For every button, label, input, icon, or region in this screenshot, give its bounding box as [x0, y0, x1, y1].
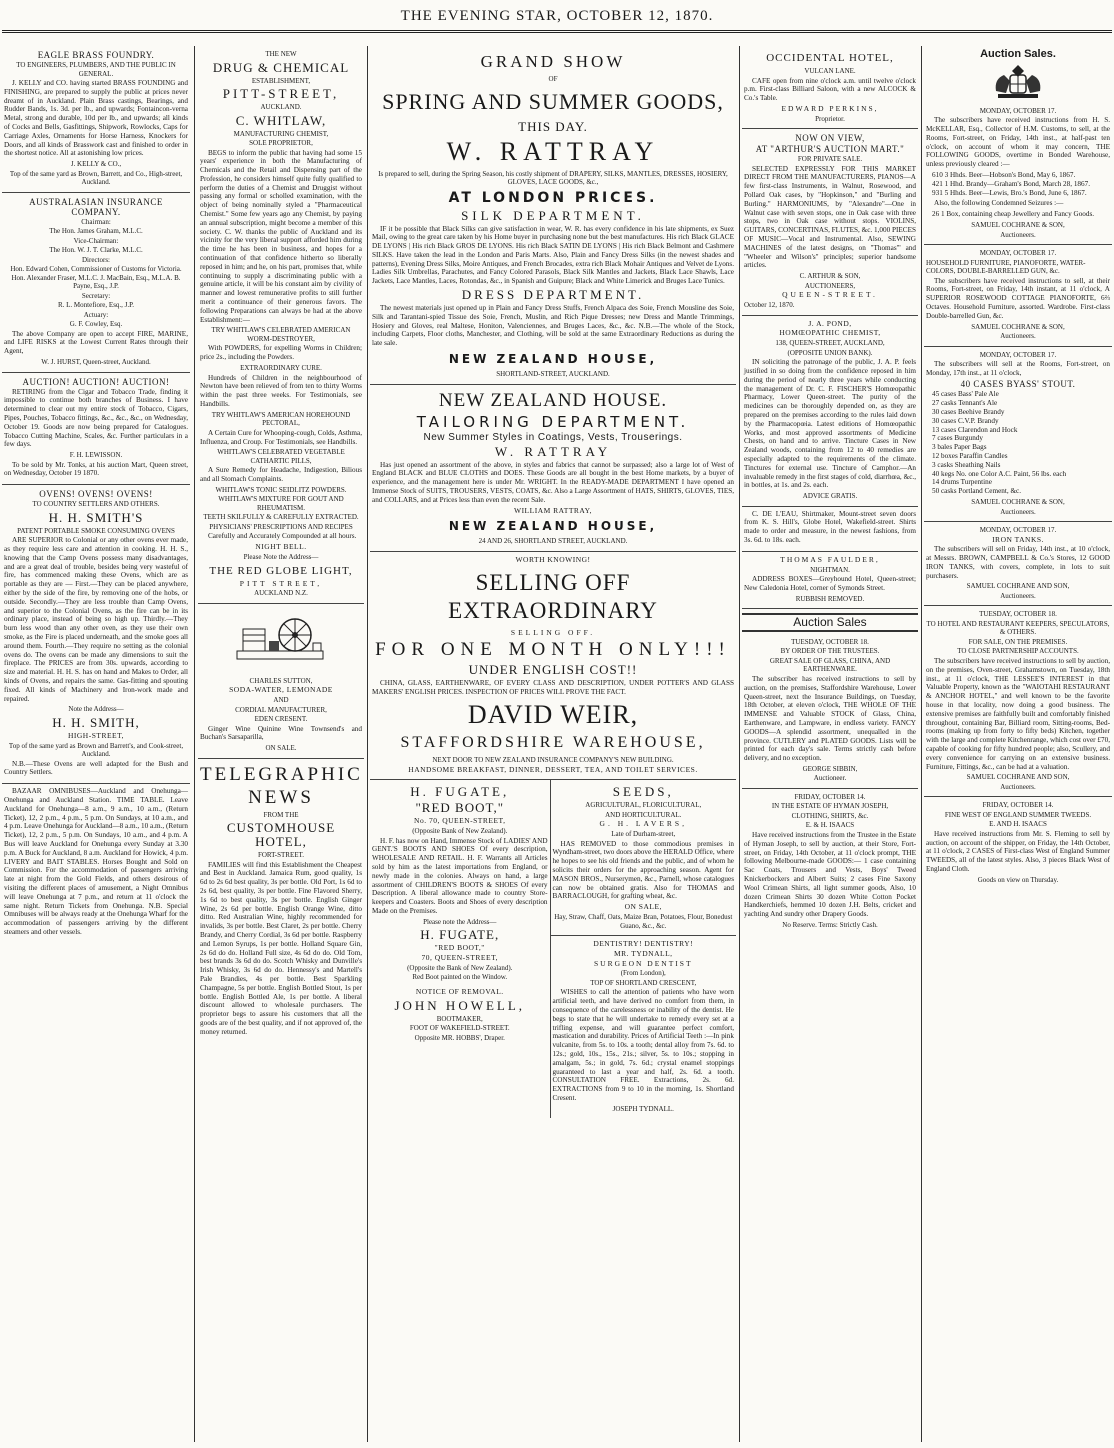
ad-address: 138, QUEEN-STREET, AUCKLAND,: [775, 339, 885, 348]
ad-address: FORT-STREET.: [257, 851, 305, 860]
split-row: [370, 780, 736, 1118]
list-item: 12 boxes Paraffin Candles: [932, 452, 1008, 461]
ad-body: The subscribers have received instructions to sell by auction, on the premises, Oven-street, Grahamstown, on Tuesday, 18th inst., at 11 o'clock, THE LESSEE'S INTEREST in that Valuable Property, known as the "WAIOTAHI RESTAURANT & ANCHOR HOTEL," and well known to be the favorite house in that locality, now doing a good business. The extensive premises are faithfully built and comfortably finished throughout, containing Bar, Billiard room, Sitting-rooms, Bed-rooms (making up from forty to fifty beds) Kitchen, together with the large and complete Kitchenrange, which cost over £70, capable of cooking for fifty hundred people; also, Scullery, and every convenience for carrying on an extensive business. Furniture, Fittings, &c., can be had at a valuation.: [926, 656, 1110, 771]
ad-body: Also, the following Condemned Seizures :—: [934, 199, 1064, 208]
ad-body: RETIRING from the Cigar and Tobacco Trade, finding it impossible to continue both branches of Business. I have determined to clear out my entire stock of Tobacco, Cigars, Pipes, Pouches, Tobacco fittings, &c., &c., &c., on Wednesday, October 19. Goods are now being prepared for Catalogues. Tobacco Cutting Machine, Scales, &c. Further particulars in a few days.: [4, 387, 188, 449]
column-4: [742, 46, 918, 1442]
ad-title: THE NEW: [265, 50, 297, 58]
ad-signature: F. H. LEWISSON.: [69, 451, 123, 460]
column-5: [924, 46, 1112, 1442]
ad-footer: Goods on view on Thursday.: [977, 875, 1059, 884]
ad-body: A Sure Remedy for Headache, Indigestion, Bilious and all Stomach Complaints.: [200, 466, 362, 484]
ad-signature: WILLIAM RATTRAY,: [513, 505, 592, 515]
list-item: 50 casks Portland Cement, &c.: [932, 487, 1022, 496]
lot-item: 26 1 Box, containing cheap Jewellery and Fancy Goods.: [932, 210, 1095, 219]
ad-headline: NEW ZEALAND HOUSE,: [448, 352, 658, 367]
ad-title: IN THE ESTATE OF HYMAN JOSEPH,: [771, 802, 889, 811]
ad-body: IF it be possible that Black Silks can give satisfaction in wear, W. R. has every confidence in his late shipments, ex Suez Mail, owing to the great care taken by his Home buyer in purchasing none but the best manufactures. His rich Black GLACE DE LYONS | His rich Black GROS DE LYONS. His rich Black SATIN DE LYONS | His rich Black Belmont and Cashmere SILKS. Have taken the lead in the London and Paris Marts. Also, Plain and Fancy Dress Silks (in the newest shades and patterns), Evening Dress Silks, Moire Antiques, and French Brocades, extra rich Black Mohair Antiques and Velvet de Lyons. Ladies Silk Umbrellas, Parachutes, and Fancy Colored Parasols, Black Silk Mantles and Jackets, Black Lace Shawls, Lace Jackets, Lace Mantles, Laces, Rotondas, &c., in Spanish and Guipure; Black and White Limerick and Bruges Lace Tunics.: [372, 224, 734, 286]
ad-title: HOUSEHOLD FURNITURE, PIANOFORTE, WATER-COLORS, DOUBLE-BARRELLED GUN, &c.: [926, 258, 1086, 276]
value: Hon. Edward Cohen, Commissioner of Customs for Victoria. Hon. Alexander Fraser, M.L.C. J. MacBain, Esq., M.L.A. B. Payne, Esq., J.P.: [10, 265, 182, 291]
ad-signature: SAMUEL COCHRANE & SON,: [971, 322, 1065, 331]
list-item: 30 cases Beehive Brandy: [932, 408, 1005, 417]
ad-name: EDWARD PERKINS,: [781, 103, 879, 113]
ad-title: NOTICE OF REMOVAL.: [415, 986, 504, 996]
ad-subtitle: PATENT PORTABLE SMOKE CONSUMING OVENS: [17, 526, 175, 535]
ad-title: AUSTRALASIAN INSURANCE COMPANY.: [29, 196, 163, 217]
ad-body: The subscriber has received instructions to sell by auction, on the premises, Staffordshire Warehouse, Lower Queen-street, next the Insurance Buildings, on Tuesday, 18th October, at eleven o'clock, THE WHOLE OF THE IMMENSE and Valuable STOCK of Glass, China, Earthenware, and Lampware, in endless variety. FANCY GOODS—A splendid assortment, unequalled in the province. CUTLERY and PLATED GOODS. Lists will be printed for each day's sale. Terms strictly cash before delivery, and no exception.: [744, 674, 916, 763]
ad-subtitle: NIGHTMAN.: [810, 565, 850, 574]
label: ON SALE,: [624, 902, 662, 912]
ad-nightman: [742, 552, 918, 609]
ad-fugate: [370, 780, 551, 1118]
ad-subtitle: TO ENGINEERS, PLUMBERS, AND THE PUBLIC IN GENERAL.: [16, 61, 176, 78]
ad-address: QUEEN-STREET.: [782, 290, 878, 300]
ad-title: NEW ZEALAND HOUSE.: [438, 389, 668, 411]
ad-kicker: WORTH KNOWING!: [515, 554, 591, 564]
ad-omnibus: [2, 784, 190, 943]
ad-date: FRIDAY, OCTOBER 14.: [982, 801, 1054, 810]
ad-subtitle: Proprietor.: [815, 114, 845, 123]
ad-address: PITT STREET,: [239, 578, 323, 588]
ad-address: NEXT DOOR TO NEW ZEALAND INSURANCE COMPANY'S NEW BUILDING.: [432, 756, 674, 765]
ad-household-furniture: [924, 245, 1112, 346]
ad-signature: SAMUEL COCHRANE AND SON,: [966, 582, 1070, 591]
ad-item-title: TEETH SKILFULLY & CAREFULLY EXTRACTED.: [203, 513, 359, 522]
ad-subtitle: BY ORDER OF THE TRUSTEES.: [780, 647, 880, 656]
label: ON SALE.: [265, 744, 297, 753]
ad-trustees-sale: [742, 634, 918, 789]
label: FROM THE: [263, 810, 299, 819]
ad-signature: SAMUEL COCHRANE AND SON,: [966, 773, 1070, 782]
ad-footer: ADVICE GRATIS.: [802, 492, 858, 501]
ad-name: MR. TYDNALL,: [613, 948, 673, 958]
ad-title: DRUG & CHEMICAL: [212, 59, 350, 75]
ad-name: C. WHITLAW,: [235, 112, 327, 128]
label: Note the Address—: [68, 705, 124, 714]
ad-subtitle: FOR PRIVATE SALE.: [797, 155, 863, 164]
ad-title: CORDIAL MANUFACTURER,: [235, 705, 327, 714]
ad-body: IN soliciting the patronage of the public, J. A. P. feels justified in so doing from the confidence reposed in him during the period of nearly three years while conducting the management of Dr. C. F. FISCHER'S Homœopathic Pharmacy, Lower Queen-street. The purity of the medicines can be thoroughly depended on, as they are prepared on the premises according to the rules laid down by the Pharmacopœia. Latest editions of Homœopathic Works, and most approved assortments of Medicine Chests, on hand and to arrive. Tincture Cases in New Zealand woods, containing from 12 to 40 remedies are especially adapted to the requirements of the climate. Tinctures for external use. Tincture of Camphor.—An invaluable remedy in the first stages of cold, diarrhœa, &c., in bottles, at 1s. and 2s. each.: [744, 358, 916, 490]
ad-customs-sale: [924, 103, 1112, 245]
ad-subtitle: AGRICULTURAL, FLORICULTURAL,: [585, 801, 702, 810]
masthead-title: THE EVENING STAR, OCTOBER 12, 1870.: [400, 8, 714, 24]
ad-body: Hundreds of Children in the neighbourhood of Newton have been relieved of from ten to thirty Worms within the past three weeks. For Testimonials, see Handbills.: [200, 373, 362, 408]
ad-date: MONDAY, OCTOBER 17.: [979, 526, 1057, 534]
ad-subtitle: VULCAN LANE.: [804, 67, 856, 75]
ad-seeds: [551, 780, 736, 936]
split-right: [551, 780, 736, 1118]
ad-occidental-hotel: [742, 46, 918, 129]
ad-subtitle: UNDER ENGLISH COST!!: [468, 662, 638, 678]
ad-date: MONDAY, OCTOBER 17.: [979, 350, 1057, 359]
ad-headline: TAILORING DEPARTMENT.: [416, 412, 690, 431]
lot-item: 610 3 Hhds. Beer—Hobson's Bond, May 6, 1867.: [932, 171, 1076, 180]
label: Actuary:: [83, 310, 109, 319]
ad-title: OCCIDENTAL HOTEL,: [766, 52, 894, 64]
ad-body: To be sold by Mr. Tonks, at his auction Mart, Queen street, on Wednesday, October 19 1870.: [4, 460, 188, 478]
ad-tweeds: [924, 797, 1112, 889]
ad-insurance: [2, 193, 190, 373]
ad-body: The subscribers will sell on Friday, 14th inst., at 10 o'clock, at Messrs. BROWN, CAMPBELL & Co.'s Stores, 12 GOOD IRON TANKS, with covers, complete, in lots to suit purchasers.: [926, 545, 1110, 580]
ad-body: CHINA, GLASS, EARTHENWARE, OF EVERY CLASS AND DESCRIPTION, UNDER POTTER'S AND GLASS MAKERS' ENGLISH PRICES. INSPECTION OF PRICES WILL PROVE THE FACT.: [372, 679, 734, 697]
ad-address: HIGH-STREET,: [67, 730, 125, 740]
ad-dentist: [551, 936, 736, 1118]
ad-subtitle: Auctioneers.: [1000, 230, 1036, 239]
ad-date: TUESDAY, OCTOBER 18.: [979, 610, 1057, 619]
ad-title: DENTISTRY! DENTISTRY!: [593, 939, 694, 948]
ad-name: H. H. SMITH,: [52, 714, 140, 730]
ad-body: Has just opened an assortment of the above, in styles and fabrics that cannot be surpassed; also a large lot of West of England BLACK and BLUE CLOTHS and DOES. These Goods are all bought in the best Home markets, by a buyer of experience, and the management here is under Mr. WRIGHT. In the READY-MADE DEPARTMENT I have opened an Immense Stock of SUITS, TROUSERS, VESTS, COATS, &c. Also a Large Assortment of HATS, SHIRTS, GLOVES, TIES, and COLLARS, and at Prices less than even the recent Sale.: [372, 460, 734, 504]
ad-body: BEGS to inform the public that having had some 15 years' experience in both the Manufacturing of Chemicals and the Retail and Dispensing part of the Profession, he considers himself quite fully qualified to perform the duties of a Chemist and Druggist without passing any formal or scholled examination, with the object of being nominally styled a "Pharmaceutical Chemist." Some few years ago any Chemist, by paying an annual subscription, might become a member of this society. C. W. thanks the public of Auckland and its vicinity for the very liberal support afforded him during the time he has been in business, and hopes for a continuation of that confidence hitherto so liberally reposed in him; and he, on his part, promises that, while continuing to supply a discriminating public with a genuine article, it will be his constant aim by civility of manner and lowest remunerative profits to still further merit a continuance of their generous favors. The following Preparations can always be had at the above Establishment:—: [200, 148, 362, 324]
list-item: 13 cases Clarendon and Hock: [932, 425, 1018, 434]
ad-pond-chemist: [742, 316, 918, 507]
ad-title: AUCTION! AUCTION! AUCTION!: [22, 376, 170, 387]
ad-auction-tobacco: [2, 373, 190, 486]
ad-drug-chemical: [198, 46, 364, 604]
ad-subtitle: AUCTIONEERS,: [804, 281, 856, 290]
value: The Hon. James Graham, M.L.C.: [49, 227, 143, 236]
ad-shirtmaker: [742, 507, 918, 552]
ad-item-title: WHITLAW'S MIXTURE FOR GOUT AND RHEUMATISM.: [218, 495, 344, 512]
ad-body: The above Company are open to accept FIRE, MARINE, and LIFE RISKS at the Lowest Current Rates through their Agent,: [4, 329, 188, 356]
ad-iron-tanks: [924, 522, 1112, 606]
ad-body: WISHES to call the attention of patients who have worn artificial teeth, and have derived no comfort from them, in consequence of the carelessness or inability of the dentist. He begs to state that he will undertake to remedy every set at a trifling expense, and will guarantee perfect comfort, mastication and durability. Prices of Artificial Teeth :—In pink vulcanite, from 5s. to 10s. a tooth; dental alloy from 7s. 6d. to 12s.; gold, 10s., 15s., 21s.; silver, 5s. to 10s.; stopping in amalgam, 5s.; in gold, 7s. 6d.; crystal enamel stoppings guaranteed to last a year and half, 2s. 6d. a tooth. CONSULTATION FREE. Extractions, 2s. 6d. EXTRACTIONS from 9 to 10 in the morning, 1s. Shortland Cresent.: [552, 988, 734, 1102]
ad-item-title: EXTRAORDINARY CURE.: [240, 364, 322, 373]
ad-title: TO HOTEL AND RESTAURANT KEEPERS, SPECULATORS, & OTHERS.: [926, 619, 1110, 637]
ad-title: GREAT SALE OF GLASS, CHINA, AND EARTHENWARE.: [769, 656, 891, 674]
column-divider: [194, 46, 195, 1442]
ad-title: SODA-WATER, LEMONADE: [229, 685, 333, 695]
ad-address: (Opposite the Bank of New Zealand).: [407, 963, 513, 972]
ad-name: THE RED GLOBE LIGHT,: [209, 564, 353, 577]
ad-subtitle: TO CLOSE PARTNERSHIP ACCOUNTS.: [957, 647, 1079, 656]
ad-footer: RUBBISH REMOVED.: [795, 594, 865, 603]
ad-body: ARE SUPERIOR to Colonial or any other ovens ever made, as they require less care and attention in cooking. H. H. S., knowing that the Camp Ovens possess many disadvantages, and are a great deal of trouble, besides being very wasteful of fire, has commenced making these Ovens, which are as portable as they are — First.—They can be placed anywhere, either by the side of the fire, by removing one of the hobs, or outside. Secondly.—They are less trouble than Camp Ovens, and superior to the Colonial Ovens, as the fire can be in its ordinary place, instead of being so high up. Thirdly.—They burn less wood than any other oven, as they use their own smoke, as the Fire is placed underneath, and the smoke goes all around them. Fourth.—They require no setting as the colonial ovens do. The ovens can be made any dimensions to suit the fireplace. The PRICES are from 30s. upwards, according to size and material. H. H. S. has on hand and Makes to Order, all kinds of Ovens, and repairs the same. Gas-fitting and spouting fixed. All kinds of Machinery and Iron-work made and repaired.: [4, 536, 188, 703]
ad-signature: W. J. HURST, Queen-street, Auckland.: [41, 358, 151, 367]
ad-name: W. RATTRAY: [446, 136, 660, 166]
ad-name: H. FUGATE,: [410, 784, 510, 800]
ad-address: 70, QUEEN-STREET,: [421, 953, 498, 963]
ad-david-weir: [370, 552, 736, 780]
ad-signature: GEORGE SIBBIN,: [802, 764, 858, 773]
ad-address: Late of Durham-street,: [611, 830, 676, 839]
ad-body: HAS REMOVED to those commodious premises in Wyndham-street, two doors above the HERALD Office, where he hopes to see his old friends and the public, and of whom he solicits their orders for the approaching season. Agent for MASON BROS., Nurserymen, &c., Parnell, whose catalogues can now be obtained gratis. Also for THOMAS and BARRACLOUGH, for grafting wheat, &c.: [552, 839, 734, 901]
ad-title: GRAND SHOW: [480, 52, 626, 71]
section-header-auction-sales: Auction Sales: [742, 613, 918, 632]
ad-subtitle: THIS DAY.: [518, 118, 588, 134]
ad-name: DAVID WEIR,: [467, 700, 639, 730]
ad-address: SHORTLAND-STREET, AUCKLAND.: [496, 370, 610, 379]
section-title: SILK DEPARTMENT.: [461, 207, 645, 223]
value: The Hon. W. J. T. Clarke, M.L.C.: [49, 246, 143, 255]
column-3: [370, 46, 736, 1442]
ad-body: The subscribers have received instructions to sell, at their Rooms, Fort-street, on Friday, 14th instant, at 11 o'clock, A SUPERIOR ROSEWOOD COTTAGE PIANOFORTE, 6⅔ Octaves. Household Furniture, assorted. Wardrobe. First-class Double-barrelled Gun, &c.: [926, 276, 1110, 320]
ad-title: OVENS! OVENS! OVENS!: [39, 489, 153, 500]
ad-address: EDEN CRESENT.: [254, 715, 308, 724]
list-item: 27 casks Tennant's Ale: [932, 399, 998, 408]
ad-subtitle: Auctioneer.: [813, 774, 847, 783]
ad-sutton: [198, 604, 364, 759]
ad-date: MONDAY, OCTOBER 17.: [979, 249, 1057, 258]
ad-title: EAGLE BRASS FOUNDRY.: [37, 50, 155, 60]
royal-coat-of-arms-icon: [988, 61, 1048, 101]
ad-title: "RED BOOT,": [434, 943, 485, 953]
list-item: 45 cases Bass' Pale Ale: [932, 390, 999, 399]
ad-subtitle: SURGEON DENTIST: [593, 958, 693, 968]
ad-item-title: TRY WHITLAW'S AMERICAN HOREHOUND PECTORAL,: [211, 410, 351, 428]
ad-name: J. A. POND,: [808, 318, 852, 328]
ad-title: SELLING OFF EXTRAORDINARY: [448, 569, 658, 623]
machine-engraving: [233, 611, 329, 673]
ad-item-title: TRY WHITLAW'S CELEBRATED AMERICAN WORM-DESTROYER,: [211, 326, 351, 343]
list-item: 14 drums Turpentine: [932, 478, 992, 487]
ad-body: ADDRESS BOXES—Greyhound Hotel, Queen-street; New Caledonia Hotel, corner of Symonds Street.: [744, 575, 916, 592]
label: Directors:: [82, 255, 110, 264]
ad-name: H. H. SMITH'S: [48, 509, 144, 525]
ad-title: SEEDS,: [612, 784, 674, 800]
ad-date: FRIDAY, OCTOBER 14.: [794, 792, 866, 801]
ad-body: The subscribers will sell at the Rooms, Fort-street, on Monday, 17th inst., at 11 o'clock,: [926, 360, 1110, 377]
ad-stout-sale: [924, 347, 1112, 522]
ad-subtitle: Auctioneers.: [1000, 507, 1036, 516]
ad-body: Have received instructions from the Trustee in the Estate of Hyman Joseph, to sell by auction, at their Store, Fort-street, on Friday, 14th October, at 11 o'clock prompt, THE following Melbourne-made GOODS:— 1 case containing Sac Coats, Trousers and Vests, Boys' Tweed Knickerbockers and Albert Suits; 2 cases Fine Saxony Wool Crimean Shirts, all light summer goods, Also, 10 dozen Crimean Shirts 30 dozen White Cotton Pocket Handkerchiefs, hemmed 10 dozen J.H. Belts, cricket and yachting And sundry other Drapery Goods.: [744, 830, 916, 919]
ad-name: H. FUGATE,: [420, 927, 500, 943]
ad-ovens: [2, 485, 190, 784]
ad-title: FINE WEST OF ENGLAND SUMMER TWEEDS.: [944, 810, 1092, 819]
ad-name: CUSTOMHOUSE HOTEL,: [226, 820, 336, 850]
ad-subtitle: BOOTMAKER,: [436, 1014, 483, 1023]
ad-subtitle: Auctioneers.: [1000, 332, 1036, 341]
ad-body: The subscribers have received instructions from H. S. McKELLAR, Esq., Collector of H.M. Customs, to sell, at the Rooms, Fort-street, on Friday, 14th inst., at half-past ten o'clock, on account of whom it may concern, THE FOLLOWING GOODS, overtime in Bonded Warehouse, unless previously cleared :—: [926, 116, 1110, 169]
ad-address: Opposite MR. HOBBS', Draper.: [414, 1033, 505, 1042]
ad-body: N.B.—These Ovens are well adapted for the Bush and Country Settlers.: [4, 759, 188, 777]
ad-item-title: PHYSICIANS' PRESCRIPTIONS AND RECIPES: [209, 522, 353, 531]
ad-address: Top of the same yard as Brown and Barrett's, and Cook-street, Auckland.: [8, 741, 184, 759]
ad-body: C. DE L'EAU, Shirtmaker, Mount-street seven doors from K. S. Hill's, Globe Hotel, Wakefield-street. Shirts made to order and measure, in the newest fashions, from 3s. 6d. to 18s. each.: [744, 509, 916, 544]
ad-arthurs-mart: [742, 129, 918, 315]
lot-list: [932, 171, 1110, 197]
ad-title: SPRING AND SUMMER GOODS,: [382, 88, 724, 114]
ad-title: NEWS: [248, 786, 314, 808]
ad-footer: Red Boot painted on the Window.: [412, 973, 508, 982]
ad-body: SELECTED EXPRESSLY FOR THIS MARKET DIRECT FROM THE MANUFACTURERS, PIANOS—A few first-class Instruments, in Walnut, Rosewood, and Pollard Oak cases, by "Hopkinson," and "Burling and Burling." HARMONIUMS, by "Alexandre"—One in Walnut case with seven stops, one in Oak case with three stops, two in Oak case without stops. VIOLINS, GUITARS, CONCERTINAS, FLUTES, &c. 1,000 PIECES OF MUSIC—Vocal and Instrumental. Also, SEWING MACHINES of the latest designs, on "Thomas'" and "Wheeler and Wilson's" principles; superior handsome articles.: [744, 164, 916, 270]
list-item: 7 cases Burgundy: [932, 434, 983, 443]
lot-item: 421 1 Hhd. Brandy—Graham's Bond, March 28, 1867.: [932, 179, 1091, 188]
ad-headline: AT LONDON PRICES.: [448, 189, 658, 206]
ad-subtitle: STAFFORDSHIRE WAREHOUSE,: [400, 734, 706, 752]
masthead: [0, 0, 1114, 36]
ad-signature: C. ARTHUR & SON,: [799, 272, 861, 281]
label: OF: [548, 75, 558, 83]
ad-date: MONDAY, OCTOBER 17.: [979, 106, 1057, 115]
ad-address: TOP OF SHORTLAND CRESCENT,: [590, 978, 697, 987]
section-header-auction-sales: Auction Sales.: [980, 48, 1056, 60]
list-item: 3 casks Sheathing Nails: [932, 460, 1001, 469]
ad-subtitle: CLOTHING, SHIRTS, &c.: [791, 811, 869, 820]
ad-body: BAZAAR OMNIBUSES—Auckland and Onehunga—Onehunga and Auckland Station. TIME TABLE. Leave Auckland for Onehunga—8 a.m., 9 a.m., 10 a.m., (Return Ticket), 12, 2 p.m., 4 p.m., 5 p.m. On Sundays, at 10 a.m., and 4 p.m. Leave Onehunga for Auckland—8 a.m., 10 a.m., (Return Ticket), 12, 2 p.m., 5 p.m. On Sundays, 10 a.m., and 4 p.m. A Bus will leave Auckland for Onehunga every Sunday at 3.30 p.m. A Buck for Auckland, 8 a.m. Auckland for Howick, 4 p.m. LIVERY and BAIT STABLES. Horses Bought and Sold on Commission. For the accommodation of passengers arriving late at night from the Gold Fields, and others desirous of visiting the different places of amusement, a Night Omnibus will leave Onehunga at 7 p.m., and return at 11 o'clock the same night. Return Tickets from Onehunga. N.B. Special Omnibuses will be always ready at the Onehunga Wharf for the accommodation of passengers arriving by the different steamers and other vessels.: [4, 787, 188, 937]
ad-footer: No Reserve. Terms: Strictly Cash.: [782, 920, 878, 929]
ad-title: TELEGRAPHIC: [200, 763, 363, 785]
ad-title: AT "ARTHUR'S AUCTION MART.": [755, 144, 905, 155]
ad-signature: SAMUEL COCHRANE & SON,: [971, 498, 1065, 506]
label: Please note the Address—: [423, 917, 497, 926]
ad-subtitle: TO COUNTRY SETTLERS AND OTHERS.: [32, 500, 160, 509]
ad-body: Ginger Wine Quinine Wine Townsend's and Buchan's Sarsaparilla,: [200, 724, 362, 742]
value: G. F. Cowley, Esq.: [69, 320, 123, 329]
value: R. L. Montefiore, Esq., J.P.: [57, 301, 135, 310]
list-item: 40 kegs No. one Color A.C. Paint, 56 lbs. each: [932, 469, 1067, 478]
ad-subtitle: AUCKLAND.: [260, 103, 302, 111]
ad-subtitle: New Summer Styles in Coatings, Vests, Trouserings.: [423, 431, 683, 443]
column-divider: [367, 46, 368, 1442]
ad-date: TUESDAY, OCTOBER 18.: [791, 637, 869, 646]
ad-address: (Opposite Bank of New Zealand).: [412, 827, 508, 836]
ad-address: 24 AND 26, SHORTLAND STREET, AUCKLAND.: [478, 537, 628, 546]
ad-tailoring: [370, 385, 736, 552]
item-list: [932, 390, 1110, 496]
ad-headline: NEW ZEALAND HOUSE,: [448, 519, 658, 534]
ad-address: No. 70, QUEEN-STREET,: [414, 816, 506, 826]
ad-signature: J. KELLY & CO.,: [70, 160, 122, 169]
ad-item-title: WHITLAW'S TONIC SEIDLITZ POWDERS.: [215, 485, 347, 494]
ad-body: Carefully and Accurately Compounded at all hours.: [208, 532, 357, 541]
ad-subtitle: Auctioneers.: [1000, 782, 1036, 791]
ad-title: IRON TANKS.: [992, 534, 1044, 544]
ad-subtitle: PITT-STREET,: [222, 86, 340, 101]
ad-hotel-restaurant: [924, 606, 1112, 797]
ad-item-title: WHITLAW'S CELEBRATED VEGETABLE CATHARTIC PILLS,: [217, 448, 345, 465]
ad-brass-foundry: [2, 46, 190, 193]
ad-body: CAFE open from nine o'clock a.m. until twelve o'clock p.m. First-class Billiard Saloon, with a new ALCOCK & Co.'s Table.: [744, 76, 916, 103]
ad-subtitle: AND HORTICULTURAL.: [605, 810, 682, 819]
ad-body: Have received instructions from Mr. S. Fleming to sell by auction, on account of the shipper, on Friday, the 14th October, at 11 o'clock, 2 CASES of First-class West of England Summer TWEEDS, all of the latest styles. Also, 3 pieces Black West of England Cloth.: [926, 829, 1110, 874]
ad-intro: Is prepared to sell, during the Spring Season, his costly shipment of DRAPERY, SILKS, MANTLES, DRESSES, HOSIERY, GLOVES, LACE GOODS, &c.,: [378, 169, 728, 186]
ad-body: Hay, Straw, Chaff, Oats, Maize Bran, Potatoes, Flour, Bonedust Guano, &c., &c.: [554, 913, 733, 930]
ad-date: October 12, 1870.: [744, 301, 795, 310]
ad-name: E. AND H. ISAACS: [989, 820, 1047, 829]
ad-rattray-spring: [370, 46, 736, 385]
ad-headline: 40 CASES BYASS' STOUT.: [960, 378, 1076, 389]
ad-body: The newest materials just opened up in Plain and Fancy Dress Stuffs, French Alpaca des Soie, French Mousline des Soie, Silk and Tarantani-spied Tissue des Soie, French, Muslin, and Rich Pique Dresses; new Dress and Mantle Trimmings, Hosiery and Gloves, real Maltese, Honiton, Valenciennes, and Bruges Laces, &c., &c. N.B.—The whole of the Stock, including Carpets, Floor cloths, Manchester, and Clothing, will be sold at the same Extraordinary Reductions as during the late sale.: [372, 304, 734, 348]
ad-subtitle: FOR SALE, ON THE PREMISES.: [968, 637, 1068, 646]
ad-signature: SAMUEL COCHRANE & SON,: [971, 221, 1065, 230]
list-item: 3 bales Paper Bags: [932, 443, 987, 452]
label: Please Note the Address—: [243, 553, 319, 561]
ad-headline: FOR ONE MONTH ONLY!!!: [375, 639, 731, 661]
ad-body: FAMILIES will find this Establishment the Cheapest and Best in Auckland. Jamaica Rum, good quality, 1s 6d to 2s 6d best quality, 3s per bottle. Old Port, 1s 6d to 2s 6d, best quality, 3s per bottle. Fine Flavored Sherry, 1s 6d to best quality, 3s per bottle. English Ginger Wine, 2s 6d per bottle. English Orange Wine, ditto ditto. Red Australian Wine, highly recommended for invalids, 3s per bottle. Best Claret, 2s per bottle. Cherry Brandy, and Cherry Cordial, 3s 6d per bottle. Raspberry and Lemon Syrups, 1s per bottle. Holland Square Gin, 2s 6d do do. Holland Full size, 4s 6d do do. Old Tom, best brands 3s 6d do do. Scotch Whisky and Dunville's Irish Whisky, 3s 6d do do. Hennessy's and Martell's Pale Brandies, 4s per bottle. Best Sparkling Champagne, 5s per bottle. English Bottled Stout, 1s per bottle. English Bottled Ale, 1s per bottle. A liberal discount allowed to wholesale purchasers. The proprietor begs to assure his customers that all the goods are of the best quality, and if not approved of, the money returned.: [200, 860, 362, 1036]
ad-name: E. & H. ISAACS: [805, 821, 855, 830]
ad-signature: JOSEPH TYDNALL.: [612, 1104, 674, 1113]
ad-title: NOW ON VIEW,: [795, 133, 865, 144]
ad-address: (OPPOSITE UNION BANK).: [787, 348, 873, 357]
lot-item: 931 5 Hhds. Beer—Lewis, Bro.'s Bond, June 6, 1867.: [932, 188, 1087, 197]
ad-hyman-joseph-estate: [742, 789, 918, 934]
column-divider: [921, 46, 922, 1442]
label: Secretary:: [81, 291, 111, 300]
ad-address: AUCKLAND N.Z.: [254, 589, 308, 598]
ad-title: HOMŒOPATHIC CHEMIST,: [779, 328, 881, 338]
column-2: [198, 46, 364, 1442]
ad-subtitle: (From London),: [620, 969, 666, 978]
ad-subtitle: SELLING OFF.: [510, 627, 596, 637]
ad-name: CHARLES SUTTON,: [249, 676, 313, 685]
column-divider: [739, 46, 740, 1442]
list-item: 30 cases C.V.P. Brandy: [932, 416, 999, 425]
masthead-rule: [2, 30, 1112, 33]
ad-subtitle: ESTABLISHMENT,: [251, 76, 311, 85]
label: AND: [273, 696, 289, 705]
ad-name: G. H. LAVERS,: [599, 819, 687, 829]
ad-name: THOMAS FAULDER,: [780, 554, 880, 564]
ad-body: With POWDERS, for expelling Worms in Children; price 2s., including the Powders.: [200, 344, 362, 362]
ad-name: W. RATTRAY: [494, 443, 612, 459]
section-title: DRESS DEPARTMENT.: [461, 287, 645, 303]
ad-telegraphic-news: [198, 759, 364, 1043]
ad-address: FOOT OF WAKEFIELD-STREET.: [409, 1024, 510, 1033]
ad-name: JOHN HOWELL,: [394, 997, 526, 1013]
label: Vice-Chairman:: [73, 236, 119, 245]
ad-title: "RED BOOT,": [415, 800, 505, 816]
ad-body: H. F. has now on Hand, Immense Stock of LADIES' AND GENT.'S BOOTS AND SHOES Of every description, WHOLESALE AND RETAIL. H. F. Warrants all Articles sold by him as the latest importations from England, or newly made in the colonies. Always on hand, a large assortment of CHILDREN'S BOOTS & SHOES Of every Description. A liberal allowance made to country Store-keepers and Coasters. Boots and Shoes of every description Made on the Premises.: [372, 836, 548, 915]
ad-subtitle: MANUFACTURING CHEMIST,: [233, 129, 329, 138]
ad-body: A Certain Cure for Whooping-cough, Colds, Asthma, Influenza, and Croup. For Testimonials, see Handbills.: [200, 428, 362, 446]
column-1: [2, 46, 190, 1442]
ad-address: Top of the same yard as Brown, Barrett, and Co., High-street, Auckland.: [9, 169, 183, 187]
ad-subtitle: SOLE PROPRIETOR,: [249, 139, 313, 147]
label: Chairman:: [81, 217, 111, 226]
ad-footer: HANDSOME BREAKFAST, DINNER, DESSERT, TEA, AND TOILET SERVICES.: [408, 764, 698, 774]
ad-body: J. KELLY and CO. having started BRASS FOUNDING and FINISHING, are prepared to supply the public at prices never dreamt of in Auckland. Plain Brass castings, Bearings, and Rudder Bands, 1s. 3d. per lb., and upwards; Fontaincon-verna Metal, strong and durable, 10d per lb., and upwards; all kinds of Cocks and Bells, Gasfittings, Shipwork, Rowlocks, Caps for Carriage Axles, Ornaments for Horse Harness, Knockers for Doors, and all kinds of Brasswork cast and finished to order in the shortest notice. All at astonishing low prices.: [4, 79, 188, 158]
ad-item-title: NIGHT BELL.: [255, 542, 307, 552]
ad-subtitle: Auctioneers.: [1000, 591, 1036, 600]
